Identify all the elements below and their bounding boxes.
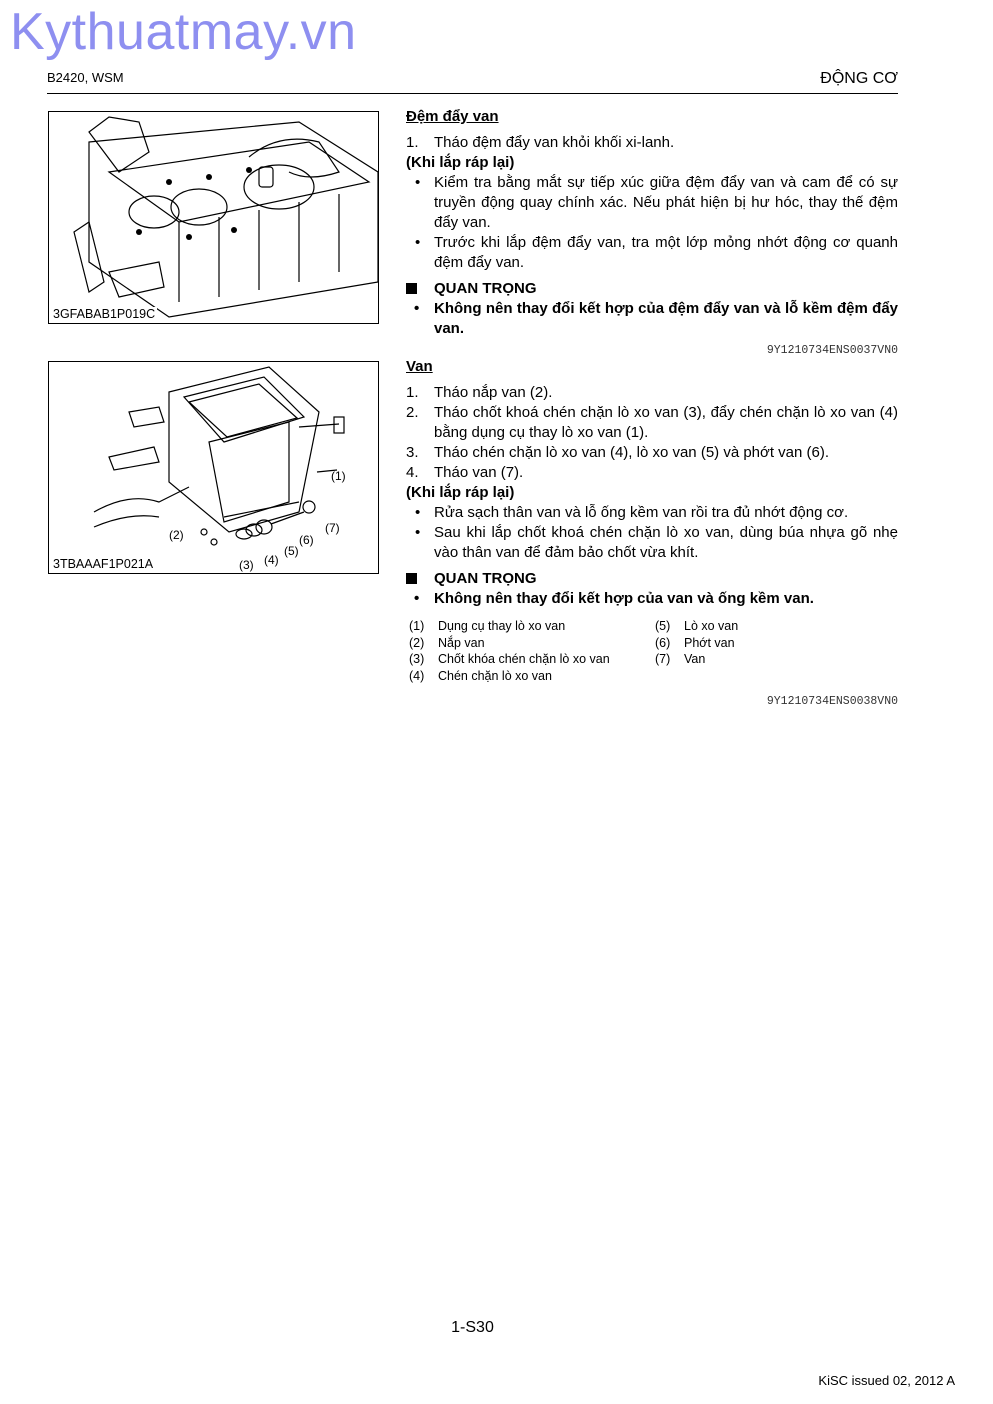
header-model: B2420, WSM	[47, 70, 124, 85]
reference-code: 9Y1210734ENS0037VN0	[766, 344, 898, 357]
legend-column-left	[409, 618, 610, 684]
square-bullet-icon	[406, 573, 417, 584]
header-divider	[47, 93, 898, 94]
figure-valve	[48, 361, 379, 574]
callout-5: (5)	[284, 544, 299, 558]
reassembly-label: (Khi lắp ráp lại)	[406, 154, 515, 171]
section-tappet	[406, 107, 898, 361]
legend-item: (1) Dụng cụ thay lò xo van	[409, 619, 566, 633]
bullet-item: • Kiểm tra bằng mắt sự tiếp xúc giữa đệm đẩy van và cam để có sự truyền động quay chính xác. Nếu phát hiện bị hư hóc, thay thế đệm đẩy van.	[415, 174, 898, 231]
important-item: • Không nên thay đổi kết hợp của đệm đẩy van và lỗ kềm đệm đẩy van.	[414, 300, 898, 337]
section-title: Đệm đẩy van	[406, 108, 499, 125]
reassembly-label: (Khi lắp ráp lại)	[406, 484, 515, 501]
callout-7: (7)	[325, 521, 340, 535]
section-title: Van	[406, 358, 433, 375]
step-item: 1. Tháo đệm đẩy van khỏi khối xi-lanh.	[406, 134, 675, 151]
callout-6: (6)	[299, 533, 314, 547]
figure-tappet	[48, 111, 379, 324]
header-chapter: ĐỘNG CƠ	[820, 70, 898, 87]
legend-item: (4) Chén chặn lò xo van	[409, 668, 552, 683]
bullet-item: • Trước khi lắp đệm đẩy van, tra một lớp mỏng nhớt động cơ quanh đệm đẩy van.	[415, 234, 898, 271]
bullet-item: • Rửa sạch thân van và lỗ ống kềm van rồi tra đủ nhớt động cơ.	[415, 504, 849, 521]
important-item: • Không nên thay đổi kết hợp của van và ống kềm van.	[414, 590, 814, 607]
step-item: 2. Tháo chốt khoá chén chặn lò xo van (3), đẩy chén chặn lò xo van (4) bằng dụng cụ thay lò xo van (1).	[406, 404, 898, 441]
square-bullet-icon	[406, 283, 417, 294]
callout-3: (3)	[239, 558, 254, 572]
watermark-logo: Kythuatmay.vn	[10, 3, 357, 61]
section-valve	[406, 357, 898, 609]
figure-code: 3GFABAB1P019C	[53, 307, 156, 321]
legend-item: (5) Lò xo van	[655, 619, 739, 633]
bullet-item: • Sau khi lắp chốt khoá chén chặn lò xo van, dùng búa nhựa gõ nhẹ vào thân van để đảm bảo chốt vừa khít.	[415, 524, 898, 561]
callout-2: (2)	[169, 528, 184, 542]
legend-item: (3) Chốt khóa chén chặn lò xo van	[409, 652, 610, 666]
important-heading: QUAN TRỌNG	[406, 279, 898, 299]
figure-code: 3TBAAAF1P021A	[53, 557, 154, 571]
step-item: 3. Tháo chén chặn lò xo van (4), lò xo van (5) và phớt van (6).	[406, 444, 830, 461]
legend-item: (6) Phớt van	[655, 635, 735, 650]
legend-item: (2) Nắp van	[409, 635, 485, 650]
figure-valve-illustration	[49, 362, 378, 573]
figure-tappet-illustration	[49, 112, 378, 323]
step-item: 4. Tháo van (7).	[406, 464, 524, 481]
footer-issue: KiSC issued 02, 2012 A	[818, 1373, 955, 1388]
step-item: 1. Tháo nắp van (2).	[406, 384, 553, 401]
callout-4: (4)	[264, 553, 279, 567]
legend-item: (7) Van	[655, 652, 706, 666]
legend-column-right	[655, 618, 738, 668]
page-number: 1-S30	[451, 1319, 494, 1336]
callout-1: (1)	[331, 469, 346, 483]
important-heading: QUAN TRỌNG	[406, 569, 898, 589]
reference-code: 9Y1210734ENS0038VN0	[766, 695, 898, 708]
